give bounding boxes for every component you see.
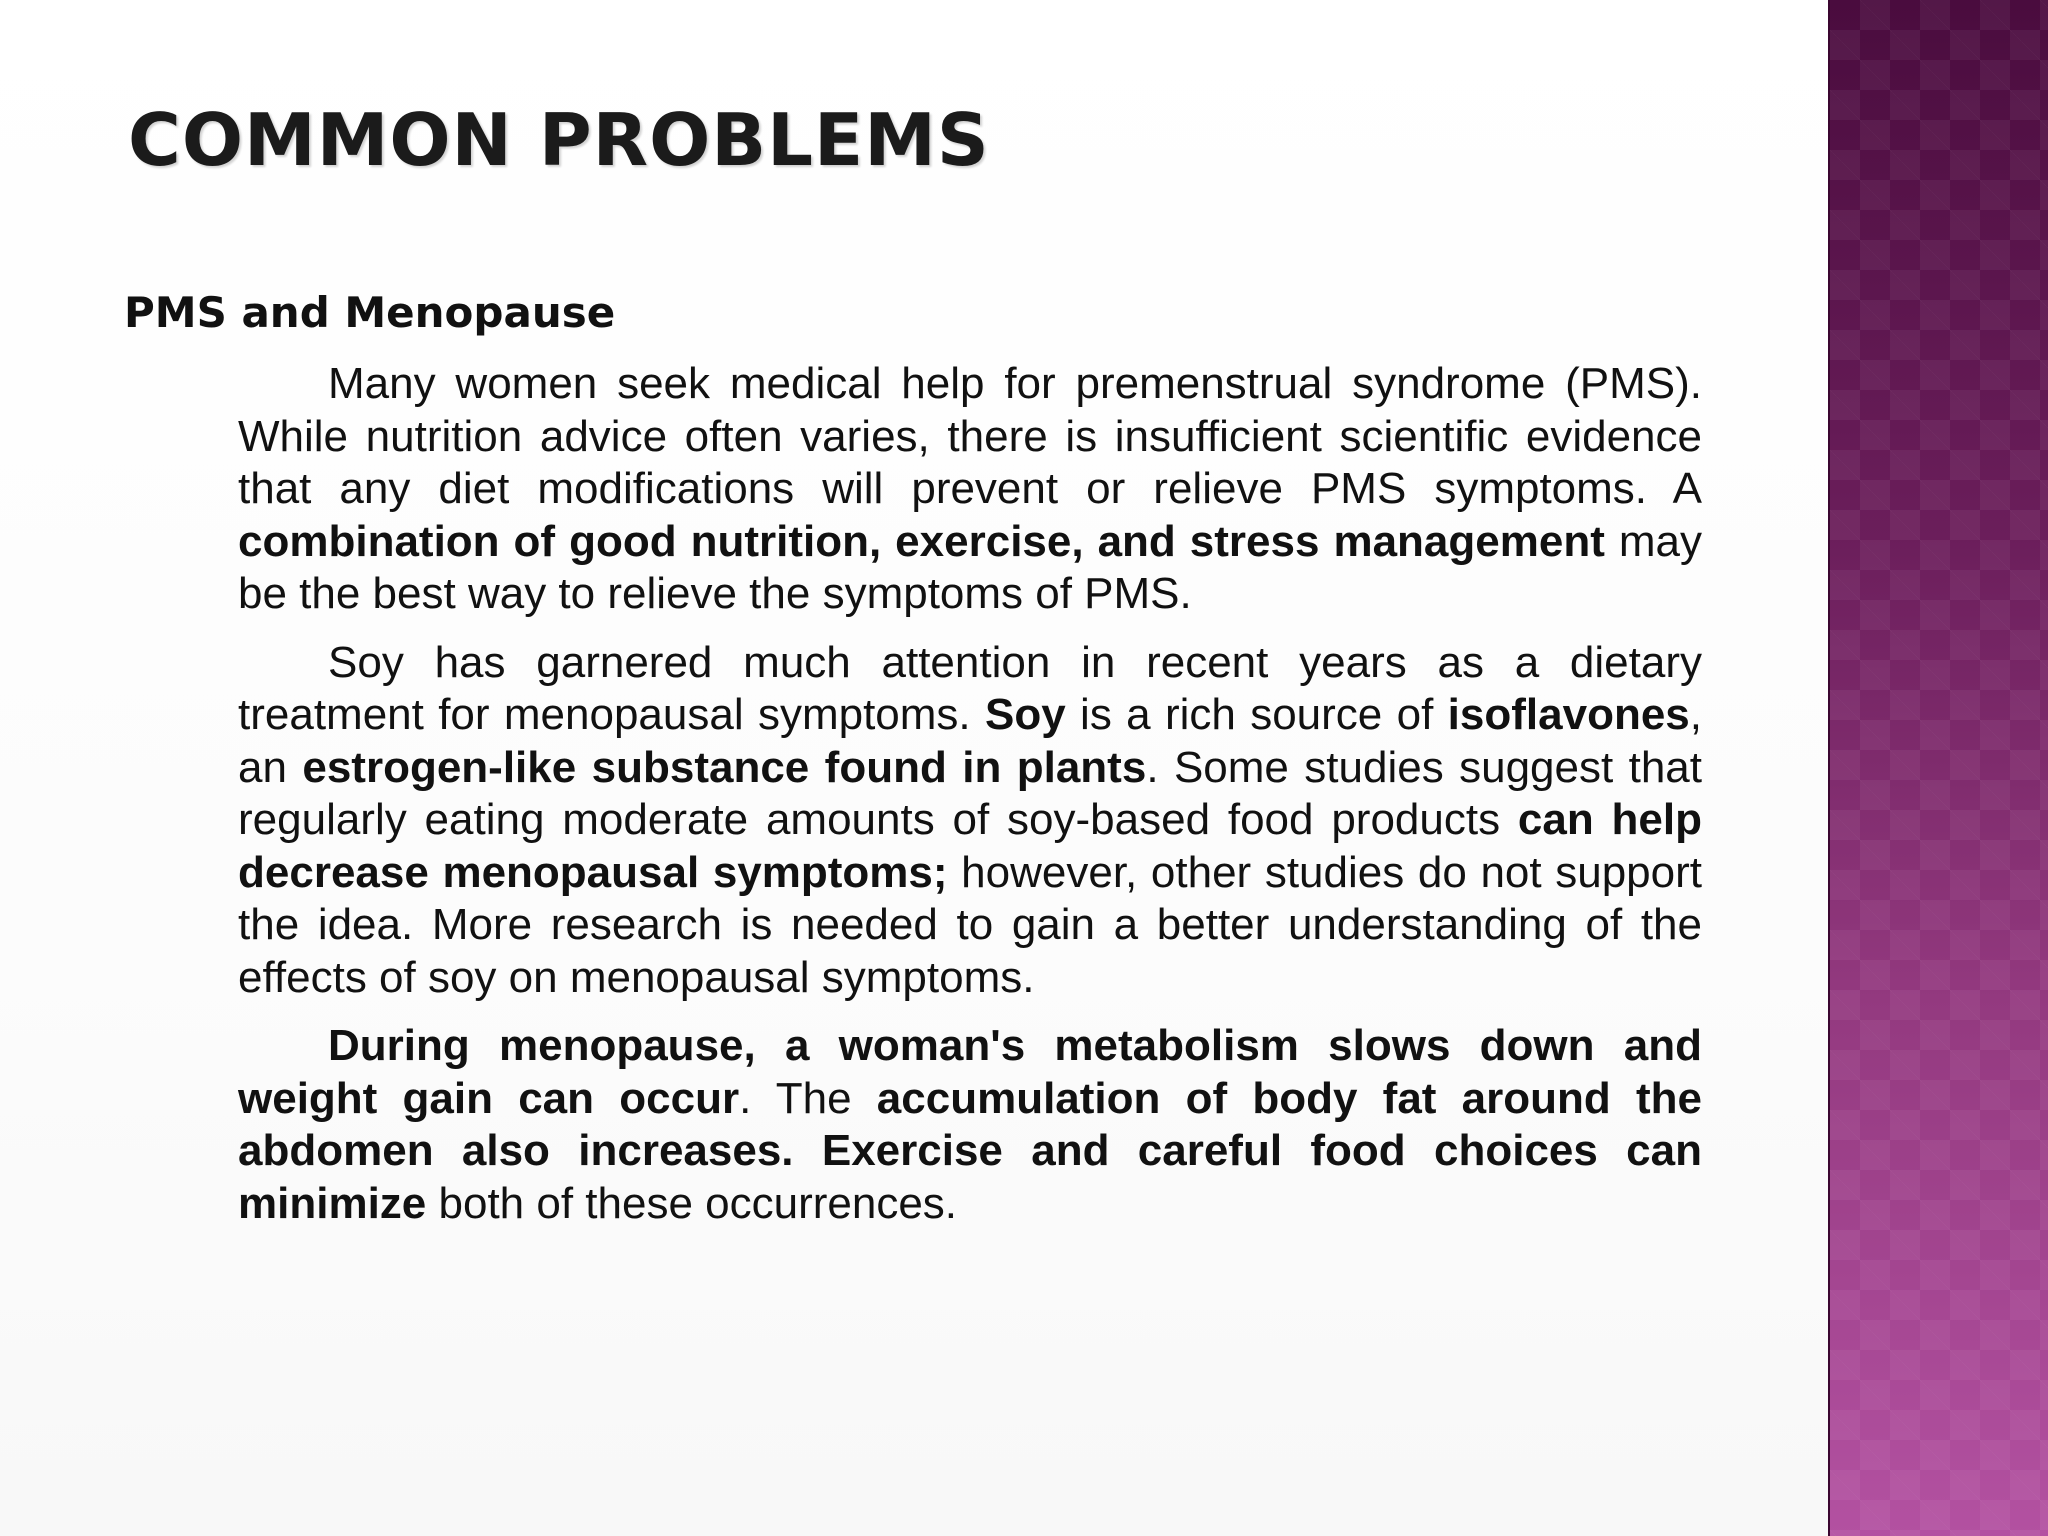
emphasis-segment: isoflavones: [1447, 690, 1690, 739]
emphasis-segment: Soy: [985, 690, 1066, 739]
text-segment: however, other studies do not support the idea. More research is needed to gain a better understanding of the effects of soy on menopausal symptoms.: [238, 847, 1702, 1002]
text-segment: , an: [238, 690, 1702, 792]
text-segment: both of these occurrences.: [426, 1178, 958, 1228]
paragraph-pms: [238, 358, 1702, 621]
text-segment: . The: [739, 1073, 877, 1123]
emphasis-segment: estrogen-like substance found in plants: [302, 742, 1147, 792]
text-segment: Soy has garnered much attention in recent years as a dietary treatment for menopausal symptoms.: [238, 637, 1702, 739]
emphasis-segment: During menopause, a woman's metabolism slows down and weight gain can occur: [238, 1021, 1702, 1123]
slide-title: COMMON PROBLEMS: [128, 98, 990, 182]
emphasis-segment: can help decrease menopausal symptoms;: [238, 795, 1702, 897]
text-segment: . Some studies suggest that regularly eating moderate amounts of soy-based food products: [238, 742, 1703, 844]
paragraph-metabolism: [238, 1020, 1702, 1230]
text-segment: is a rich source of: [1065, 690, 1448, 739]
body-text: [238, 358, 1702, 1246]
emphasis-segment: combination of good nutrition, exercise, and stress management: [238, 516, 1605, 566]
text-segment: may be the best way to relieve the symptoms of PMS.: [238, 516, 1702, 618]
section-subtitle: PMS and Menopause: [124, 288, 616, 337]
emphasis-segment: accumulation of body fat around the abdomen also increases. Exercise and careful food choices can minimize: [238, 1073, 1703, 1228]
text-segment: Many women seek medical help for premenstrual syndrome (PMS). While nutrition advice often varies, there is insufficient scientific evidence that any diet modifications will prevent or relieve PMS symptoms. A: [238, 359, 1702, 513]
decorative-side-band: [1828, 0, 2048, 1536]
paragraph-soy: [238, 637, 1702, 1005]
